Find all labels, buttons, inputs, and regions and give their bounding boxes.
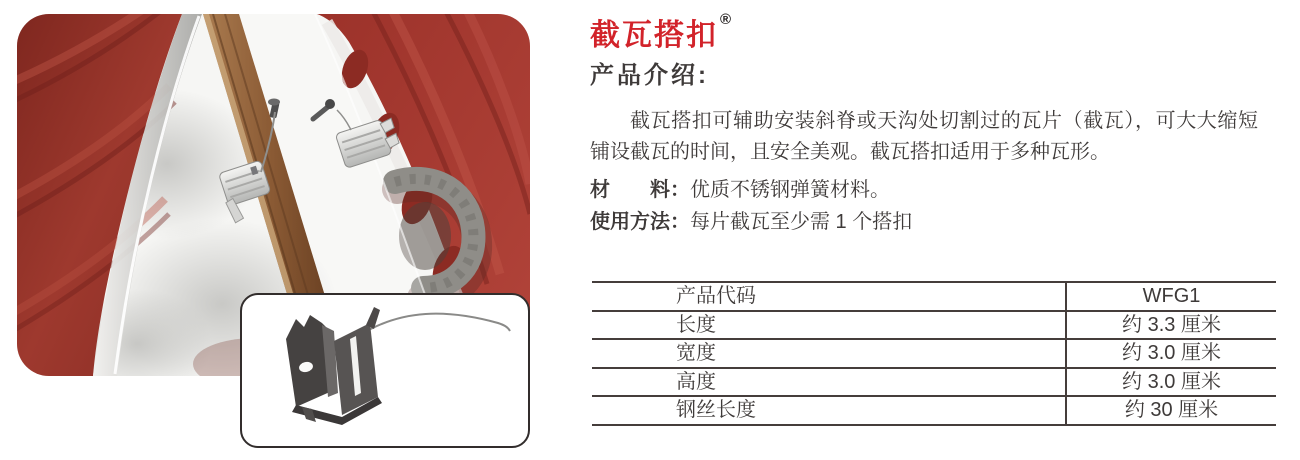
spec-label-cell: 长度: [592, 311, 1066, 340]
spec-table: [592, 281, 1276, 426]
spec-label-cell: 钢丝长度: [592, 396, 1066, 425]
spec-label-cell: 高度: [592, 368, 1066, 397]
table-row: [592, 339, 1276, 368]
usage-value: 每片截瓦至少需 1 个搭扣: [690, 211, 913, 233]
clip-closeup-illustration: [242, 295, 528, 446]
table-row: [592, 368, 1276, 397]
section-heading: 产品介绍:: [590, 62, 709, 89]
material-line: [590, 175, 890, 205]
clip-wire: [360, 314, 510, 335]
spec-value-cell: WFG1: [1066, 282, 1276, 311]
product-title-text: 截瓦搭扣: [590, 19, 718, 52]
spec-value-cell: 约 3.0 厘米: [1066, 368, 1276, 397]
spec-label-cell: 产品代码: [592, 282, 1066, 311]
usage-label: 使用方法：: [590, 211, 690, 233]
product-description: 截瓦搭扣可辅助安装斜脊或天沟处切割过的瓦片（截瓦），可大大缩短铺设截瓦的时间，且安全美观。截瓦搭扣适用于多种瓦形。: [590, 110, 1258, 163]
product-title: [590, 11, 732, 54]
spec-value-cell: 约 3.3 厘米: [1066, 311, 1276, 340]
tile-clip-product: [286, 307, 382, 425]
material-label: 材 料：: [590, 179, 690, 201]
usage-line: [590, 207, 912, 237]
spec-value-cell: 约 3.0 厘米: [1066, 339, 1276, 368]
clip-closeup-inset: [240, 293, 530, 448]
table-row: [592, 311, 1276, 340]
table-row: [592, 396, 1276, 425]
table-row: [592, 282, 1276, 311]
registered-mark: ®: [720, 11, 732, 28]
spec-label-cell: 宽度: [592, 339, 1066, 368]
material-value: 优质不锈钢弹簧材料。: [690, 179, 890, 201]
spec-value-cell: 约 30 厘米: [1066, 396, 1276, 425]
